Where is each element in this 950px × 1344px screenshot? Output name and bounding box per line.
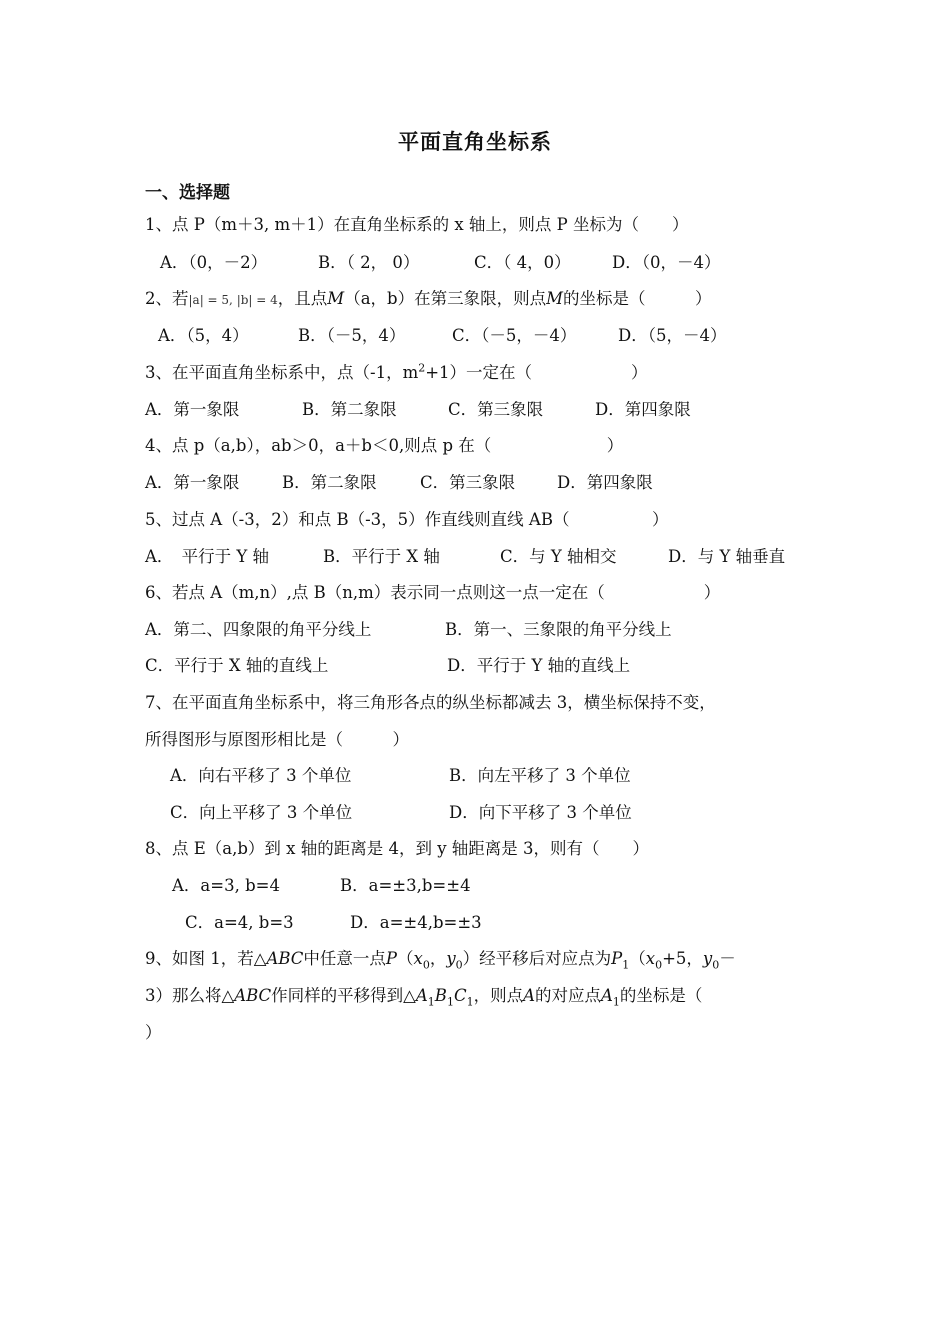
q5-option-a: A． 平行于 Y 轴 <box>145 547 270 566</box>
q3-option-d: D．第四象限 <box>595 400 691 419</box>
q3-post: +1）一定在（ ） <box>425 363 648 382</box>
q9-c1-sub: 1 <box>466 995 474 1009</box>
question-1-stem: 1、点 P（m＋3, m＋1）在直角坐标系的 x 轴上，则点 P 坐标为（ ） <box>145 215 689 234</box>
question-7-stem-line-2: 所得图形与原图形相比是（ ） <box>145 730 409 749</box>
q7-option-a: A．向右平移了 3 个单位 <box>170 766 352 785</box>
q2-post: 的坐标是（ ） <box>563 289 712 308</box>
q9-l1-tail: +5， <box>662 949 703 968</box>
q9-l1-end: － <box>719 949 736 968</box>
q9-y-sub: 0 <box>455 958 463 972</box>
q8-option-b: B．a=±3,b=±4 <box>340 876 471 895</box>
q6-option-b: B．第一、三象限的角平分线上 <box>445 620 672 639</box>
question-8-stem: 8、点 E（a,b）到 x 轴的距离是 4，到 y 轴距离是 3，则有（ ） <box>145 839 650 858</box>
q9-x2-sub: 0 <box>655 958 663 972</box>
q9-point-a1-sub: 1 <box>612 995 620 1009</box>
q2-point-m: M <box>327 289 345 308</box>
q9-l2-mid: 作同样的平移得到△ <box>271 986 416 1005</box>
q9-a1: A <box>415 986 428 1005</box>
question-9-line-3: ） <box>145 1023 162 1042</box>
q9-open-paren: （ <box>397 949 414 968</box>
q4-option-c: C．第三象限 <box>420 473 516 492</box>
question-3-stem <box>145 361 648 385</box>
q2-abs-formula: |a| = 5, |b| = 4 <box>188 293 278 307</box>
q7-option-b: B．向左平移了 3 个单位 <box>449 766 631 785</box>
q9-point-p1: P <box>611 949 623 968</box>
q2-option-c: C．（－5，－4） <box>452 326 577 345</box>
q9-b1: B <box>434 986 447 1005</box>
q6-option-a: A．第二、四象限的角平分线上 <box>145 620 372 639</box>
page-title: 平面直角坐标系 <box>398 129 552 154</box>
q5-option-b: B．平行于 X 轴 <box>323 547 440 566</box>
q4-option-a: A．第一象限 <box>145 473 240 492</box>
q9-point-a: A <box>523 986 535 1005</box>
q2-mid: ，且点 <box>277 289 328 308</box>
q3-option-a: A．第一象限 <box>145 400 240 419</box>
q9-x: x <box>413 949 423 968</box>
question-5-stem: 5、过点 A（-3，2）和点 B（-3，5）作直线则直线 AB（ ） <box>145 510 669 529</box>
q6-option-d: D．平行于 Y 轴的直线上 <box>447 656 631 675</box>
q9-l2-after: ，则点 <box>473 986 524 1005</box>
q9-x-2: x <box>645 949 656 968</box>
question-7-stem-line-1: 7、在平面直角坐标系中，将三角形各点的纵坐标都减去 3，横坐标保持不变， <box>145 693 716 712</box>
q3-option-c: C．第三象限 <box>448 400 544 419</box>
q2-option-b: B．（－5，4） <box>298 326 406 345</box>
question-6-stem: 6、若点 A（m,n）,点 B（n,m）表示同一点则这一点一定在（ ） <box>145 583 721 602</box>
q2-option-a: A．（5，4） <box>158 326 249 345</box>
q1-option-c: C．（ 4，0） <box>474 253 571 272</box>
q4-option-b: B．第二象限 <box>282 473 377 492</box>
q2-option-d: D．（5，－4） <box>618 326 727 345</box>
q8-option-d: D．a=±4,b=±3 <box>350 913 482 932</box>
q9-c1: C <box>453 986 467 1005</box>
question-2-stem <box>145 287 712 312</box>
q9-y: y <box>446 949 456 968</box>
q9-y2-sub: 0 <box>712 958 720 972</box>
q9-comma: ， <box>429 949 447 968</box>
question-9-line-2 <box>145 984 702 1008</box>
q9-l2-end: 的坐标是（ <box>619 986 703 1005</box>
q9-l1-pre: 9、如图 1，若△ <box>145 949 267 968</box>
q1-option-a: A．（0，－2） <box>160 253 268 272</box>
q9-l2-after2: 的对应点 <box>534 986 601 1005</box>
q9-a1-sub: 1 <box>427 995 435 1009</box>
q5-option-d: D．与 Y 轴垂直 <box>668 547 786 566</box>
q9-p1-sub: 1 <box>622 958 630 972</box>
q9-y-2: y <box>702 949 713 968</box>
q7-option-d: D．向下平移了 3 个单位 <box>449 803 632 822</box>
question-4-stem: 4、点 p（a,b），ab＞0，a＋b＜0,则点 p 在（ ） <box>145 436 624 455</box>
q9-l1-after: ）经平移后对应点为 <box>462 949 612 968</box>
q2-pre: 2、若 <box>145 289 189 308</box>
section-heading: 一、选择题 <box>145 183 230 203</box>
q3-option-b: B．第二象限 <box>302 400 397 419</box>
q9-l2-pre: 3）那么将△ <box>145 986 235 1005</box>
q2-point-m-2: M <box>546 289 563 308</box>
q9-point-a1: A <box>600 986 613 1005</box>
q9-l1-mid: 中任意一点 <box>303 949 386 968</box>
q4-option-d: D．第四象限 <box>557 473 653 492</box>
q8-option-a: A．a=3, b=4 <box>172 876 280 895</box>
q9-triangle-abc: ABC <box>266 949 304 968</box>
q9-x-sub: 0 <box>422 958 430 972</box>
q2-coords: （a，b）在第三象限，则点 <box>344 289 547 308</box>
q8-option-c: C．a=4, b=3 <box>185 913 294 932</box>
q9-open-paren-2: （ <box>629 949 646 968</box>
q3-pre: 3、在平面直角坐标系中，点（-1，m <box>145 363 419 382</box>
question-9-line-1 <box>145 947 736 971</box>
q9-b1-sub: 1 <box>446 995 454 1009</box>
q7-option-c: C．向上平移了 3 个单位 <box>170 803 353 822</box>
q6-option-c: C．平行于 X 轴的直线上 <box>145 656 329 675</box>
q1-option-b: B．（ 2， 0） <box>318 253 420 272</box>
q1-option-d: D．（0，－4） <box>612 253 721 272</box>
q9-triangle-abc-2: ABC <box>234 986 272 1005</box>
q3-superscript: 2 <box>418 361 426 375</box>
q9-point-p: P <box>385 949 398 968</box>
q5-option-c: C．与 Y 轴相交 <box>500 547 617 566</box>
